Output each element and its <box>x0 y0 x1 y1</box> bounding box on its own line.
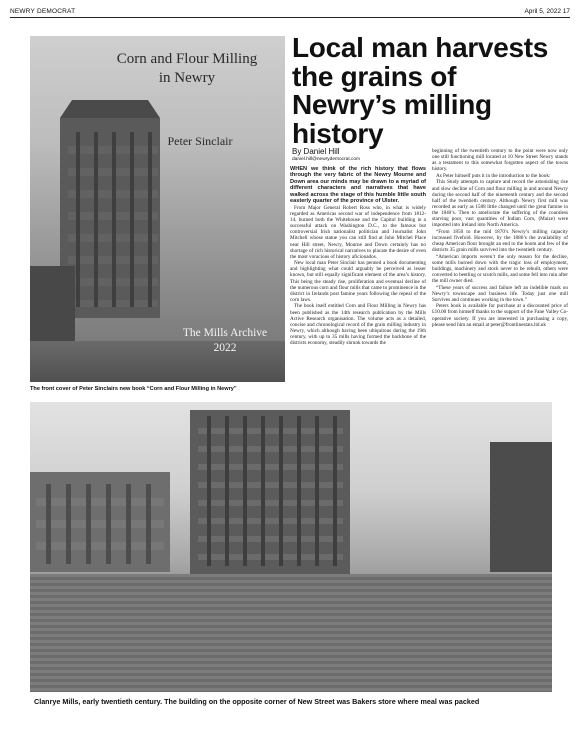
clanrye-mills-photo <box>30 402 552 692</box>
cover-series: The Mills Archive 2022 <box>182 327 268 354</box>
body-paragraph: “From 1850 to the mid 1870’s Newry’s milling capacity increased fivefold. However, by the 1880’s the availability of cheap American flour brought an end to the boom and few of the districts 35 grain mills survived into the twentieth century. <box>432 228 568 253</box>
issue-date-page: April 5, 2022 17 <box>524 8 570 15</box>
cover-caption: The front cover of Peter Sinclairs new book “Corn and Flour Milling in Newry” <box>30 386 237 392</box>
cover-tower-windows <box>68 132 158 307</box>
body-paragraph: This Study attempts to capture and record the astonishing rise and slow decline of Corn and flour milling in and around Newry during the second half of the nineteenth century and the second half of the twentieth century. Although Newry first mill was recorded as early as 1588 little changed until the great famine in the 1840’s. Then to ameliorate the suffering of the countless starving poor, vast quantities of Indian Corn, (Maize) were imported into Ireland into North America. <box>432 179 568 229</box>
newspaper-name: NEWRY DEMOCRAT <box>10 8 76 15</box>
mills-caption: Clanrye Mills, early twentieth century. The building on the opposite corner of New Street was Bakers store where meal was packed <box>34 697 480 706</box>
article-column-1 <box>290 166 426 398</box>
masthead-divider <box>10 17 570 18</box>
article-column-2 <box>432 148 568 398</box>
photo-river-reflection <box>30 574 552 692</box>
cover-shopfront <box>30 266 75 346</box>
body-paragraph: From Major General Robert Ross who, in what is widely regarded as Americas second war of independence from 1812-14, burned both the Whitehouse and the Capitol building in a successful attack on Washington D.C., to the famous but controversial Irish nationalist politician and Journalist John Mitchell whose statue you can still find at John Mitchel Place near Hill street, Newry, Mourne and Down certainly has no shortage of rich historical narratives to placate the desire of even the most voracious of history aficionados. <box>290 204 426 260</box>
byline <box>292 147 422 162</box>
photo-left-windows <box>36 484 164 564</box>
body-paragraph: beginning of the twentieth century to the point were now only one still functioning mill located at 10 New Street Newry stands as a testament to this somewhat forgotten aspect of the towns history. <box>432 148 568 173</box>
body-paragraph: As Peter himself puts it in the introduction to the book: <box>436 172 551 179</box>
photo-right-building <box>490 442 552 572</box>
body-paragraph: New local man Peter Sinclair has penned a book documenting and highlighting what could arguably be perceived as lesser known, but still equally significant element of the area’s history. This being the steady rise, proliferation and eventual decline of the numerous corn and flour mills that came to prominence in the district in Irelands post famine years following the repeal of the corn laws. <box>290 260 426 303</box>
lead-paragraph: WHEN we think of the rich history that flows through the very fabric of the Newry Mourne and Down area our minds may be drawn to a myriad of different characters and narratives that have walked across the stage of this humble little south easterly quarter of the province of Ulster. <box>290 166 426 205</box>
body-paragraph: Peters book is available for purchase at a discounted price of £10.00 from himself thanks to the support of the Fane Valley Co-operative society. If you are interested in purchasing a copy, please send him an email at peter@frontlinestats.ltd.uk <box>432 303 568 328</box>
author-email[interactable]: daniel.hill@newrydemocrat.com <box>292 157 361 162</box>
photo-mill-windows <box>198 416 343 566</box>
body-paragraph: “These years of success and failure left an indelible mark on Newry’s townscape and business life. Today just one mill Survives and continues working in the town.” <box>432 284 568 303</box>
author-name: By Daniel Hill <box>292 147 340 156</box>
book-cover-image <box>30 36 285 382</box>
article-headline: Local man harvests the grains of Newry’s milling history <box>292 32 549 149</box>
body-paragraph: “American imports weren’t the only reason for the decline, some mills burned down with the tragic loss of employment, buildings, machinery and stock never to be rebuilt, others were converted to beetling or scutch mills, and some fell into ruin after the mill owner died. <box>432 253 568 284</box>
body-paragraph: The book itself entitled Corn and Flour Milling in Newry has been published as the 14th research publication by the Mills Active Research organisation. The volume acts as a detailed, concise and chronological record of the grain milling industry in Newry, which although having been ubiquitous during the 19th century, with up to 35 mills having formed the backbone of the districts economy, steadily shrunk towards the <box>290 303 426 346</box>
cover-title: Corn and Flour Milling in Newry <box>116 51 258 86</box>
cover-author: Peter Sinclair <box>167 134 233 148</box>
